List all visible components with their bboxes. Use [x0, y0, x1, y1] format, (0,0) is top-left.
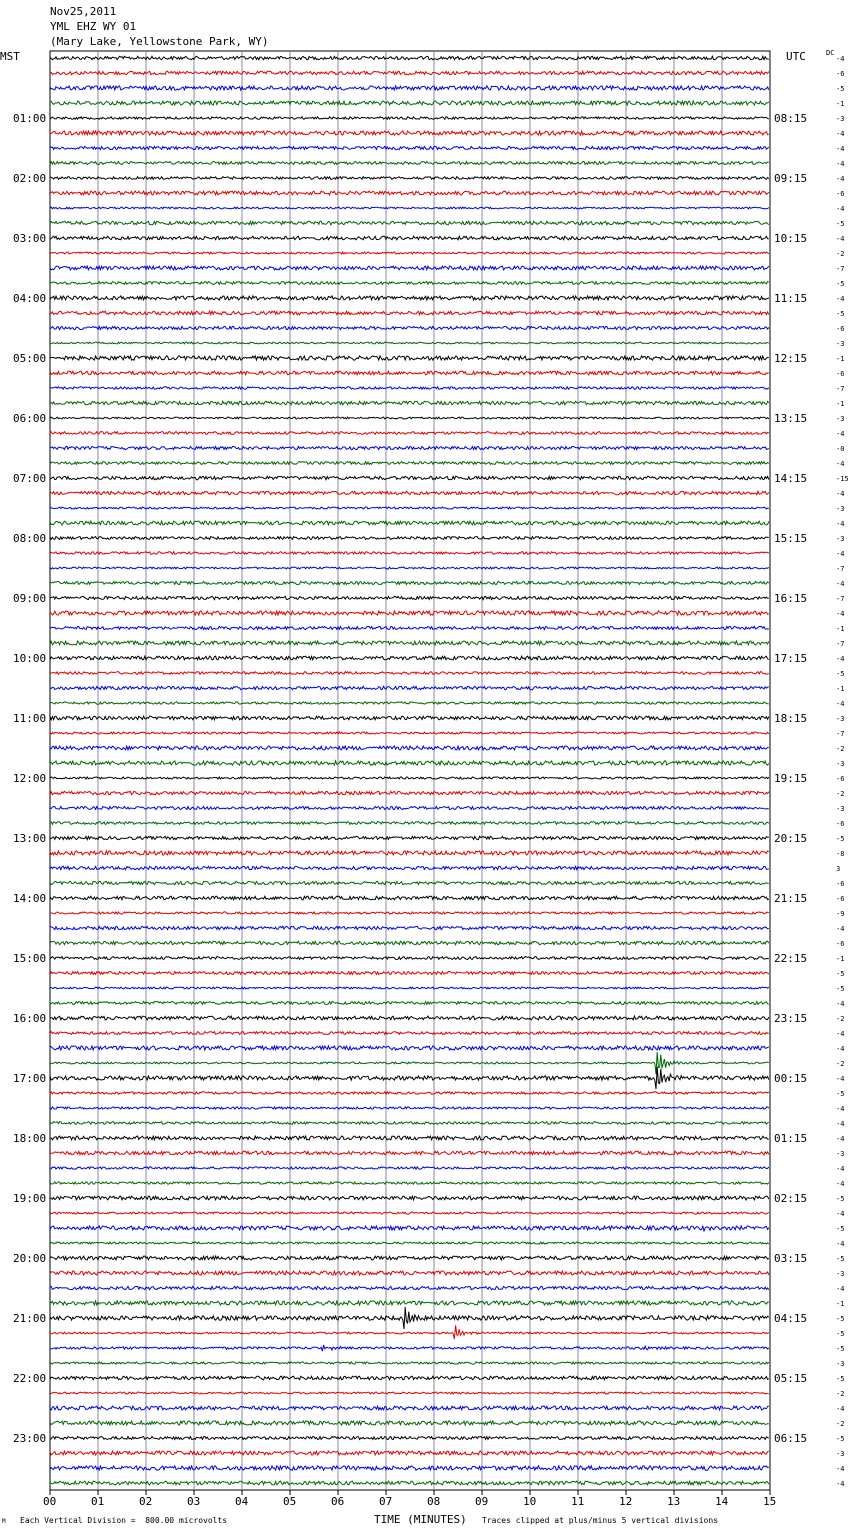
dc-offset-label: -3 [836, 535, 845, 543]
mst-hour-label: 21:00 [13, 1312, 47, 1325]
dc-offset-label: -4 [836, 1105, 845, 1113]
dc-offset-label: -8 [836, 850, 845, 858]
trace-row [50, 1256, 769, 1260]
trace-row [50, 521, 769, 525]
dc-offset-label: -6 [836, 70, 845, 78]
utc-hour-label: 08:15 [774, 112, 808, 125]
mst-hour-label: 03:00 [13, 232, 47, 245]
dc-offset-label: -1 [836, 100, 845, 108]
trace-row [50, 1212, 769, 1214]
dc-offset-label: -5 [836, 1435, 845, 1443]
trace-row [50, 1196, 769, 1200]
dc-offset-label: -3 [836, 115, 845, 123]
x-tick-label: 11 [571, 1495, 585, 1508]
x-tick-label: 09 [475, 1495, 489, 1508]
dc-offset-label: -4 [836, 610, 845, 618]
trace-row [50, 1016, 769, 1020]
dc-offset-label: -3 [836, 760, 845, 768]
utc-hour-label: 06:15 [774, 1432, 808, 1445]
trace-row [50, 1345, 769, 1351]
scale-note: Each Vertical Division = 800.00 microvolts [20, 1516, 228, 1525]
x-tick-label: 01 [91, 1495, 105, 1508]
utc-hour-label: 19:15 [774, 772, 808, 785]
chart-station: YML EHZ WY 01 [50, 20, 137, 33]
trace-row [50, 507, 769, 509]
mst-hour-label: 12:00 [13, 772, 47, 785]
dc-offset-label: -3 [836, 1360, 845, 1368]
dc-offset-label: -7 [836, 565, 845, 573]
trace-row [50, 791, 769, 794]
dc-offset-label: -5 [836, 1195, 845, 1203]
left-timezone-label: MST [0, 50, 20, 63]
trace-row [50, 881, 769, 884]
trace-row [50, 1242, 769, 1244]
dc-offset-label: -2 [836, 1420, 845, 1428]
dc-offset-label: -9 [836, 910, 845, 918]
trace-row [50, 252, 769, 254]
dc-offset-label: -3 [836, 1150, 845, 1158]
dc-offset-label: -5 [836, 1345, 845, 1353]
trace-row [50, 1392, 769, 1394]
trace-row [50, 537, 769, 540]
trace-row [50, 207, 769, 209]
dc-offset-label: -4 [836, 235, 845, 243]
dc-offset-label: -6 [836, 895, 845, 903]
dc-offset-label: -1 [836, 625, 845, 633]
dc-offset-label: -6 [836, 775, 845, 783]
dc-offset-label: -2 [836, 1390, 845, 1398]
mst-hour-label: 22:00 [13, 1372, 47, 1385]
dc-offset-label: -3 [836, 505, 845, 513]
dc-offset-label: -4 [836, 520, 845, 528]
dc-offset-label: -4 [836, 1030, 845, 1038]
mst-hour-label: 08:00 [13, 532, 47, 545]
dc-offset-label: -5 [836, 970, 845, 978]
x-tick-label: 14 [715, 1495, 729, 1508]
dc-offset-label: -4 [836, 700, 845, 708]
trace-row [50, 266, 769, 270]
trace-row [50, 491, 769, 494]
utc-hour-label: 05:15 [774, 1372, 808, 1385]
trace-row [50, 221, 769, 225]
dc-offset-label: -3 [836, 1270, 845, 1278]
trace-row [50, 1362, 769, 1364]
mst-hour-label: 19:00 [13, 1192, 47, 1205]
trace-row [50, 282, 769, 285]
utc-hour-label: 21:15 [774, 892, 808, 905]
dc-offset-label: -6 [836, 820, 845, 828]
utc-hour-label: 20:15 [774, 832, 808, 845]
trace-row [50, 851, 769, 855]
trace-row [50, 972, 769, 975]
trace-row [50, 417, 769, 419]
utc-hour-label: 13:15 [774, 412, 808, 425]
x-tick-label: 06 [331, 1495, 345, 1508]
x-tick-label: 04 [235, 1495, 249, 1508]
mst-hour-label: 10:00 [13, 652, 47, 665]
mst-hour-label: 16:00 [13, 1012, 47, 1025]
trace-row [50, 371, 769, 375]
trace-row [50, 672, 769, 675]
dc-offset-label: -4 [836, 580, 845, 588]
dc-offset-label: -3 [836, 805, 845, 813]
trace-row [50, 896, 769, 900]
trace-row [50, 1421, 769, 1425]
trace-row [50, 131, 769, 135]
dc-offset-label: -4 [836, 655, 845, 663]
trace-row [50, 912, 769, 914]
trace-row [50, 627, 769, 630]
trace-row [50, 1481, 769, 1485]
trace-row [50, 1376, 769, 1380]
mst-hour-label: 13:00 [13, 832, 47, 845]
trace-row [50, 1437, 769, 1440]
dc-offset-label: -5 [836, 1315, 845, 1323]
dc-offset-label: -4 [836, 130, 845, 138]
mst-hour-label: 11:00 [13, 712, 47, 725]
utc-hour-label: 23:15 [774, 1012, 808, 1025]
dc-offset-label: -3 [836, 1450, 845, 1458]
x-tick-label: 05 [283, 1495, 297, 1508]
trace-row [50, 1136, 769, 1140]
dc-offset-label: -5 [836, 835, 845, 843]
trace-row [50, 476, 769, 479]
dc-offset-label: -5 [836, 1255, 845, 1263]
utc-hour-label: 22:15 [774, 952, 808, 965]
x-axis-label: TIME (MINUTES) [374, 1513, 467, 1526]
trace-row [50, 1092, 769, 1094]
dc-offset-label: -2 [836, 250, 845, 258]
trace-row [50, 356, 769, 360]
mst-hour-label: 06:00 [13, 412, 47, 425]
right-timezone-label: UTC [786, 50, 806, 63]
dc-offset-label: -4 [836, 925, 845, 933]
trace-row [50, 462, 769, 465]
dc-offset-label: -5 [836, 985, 845, 993]
trace-row [50, 1122, 769, 1125]
trace-row [50, 1002, 769, 1005]
trace-row [50, 146, 769, 149]
dc-offset-label: -5 [836, 1330, 845, 1338]
trace-row [50, 1307, 769, 1329]
trace-row [50, 1067, 769, 1089]
dc-offset-label: -4 [836, 160, 845, 168]
trace-row [50, 746, 769, 750]
utc-hour-label: 02:15 [774, 1192, 808, 1205]
utc-hour-label: 18:15 [774, 712, 808, 725]
trace-row [50, 686, 769, 689]
dc-offset-label: -2 [836, 1060, 845, 1068]
trace-row [50, 1032, 769, 1035]
trace-row [50, 581, 769, 584]
x-tick-label: 13 [667, 1495, 681, 1508]
trace-row [50, 567, 769, 569]
utc-hour-label: 01:15 [774, 1132, 808, 1145]
dc-offset-label: -4 [836, 1120, 845, 1128]
x-tick-label: 15 [763, 1495, 777, 1508]
dc-offset-label: -4 [836, 1405, 845, 1413]
trace-row [50, 836, 769, 839]
mst-hour-label: 09:00 [13, 592, 47, 605]
dc-offset-label: -4 [836, 1165, 845, 1173]
trace-row [50, 1167, 769, 1169]
trace-row [50, 732, 769, 734]
mst-hour-label: 15:00 [13, 952, 47, 965]
x-tick-label: 07 [379, 1495, 393, 1508]
mst-hour-label: 17:00 [13, 1072, 47, 1085]
dc-offset-label: -5 [836, 220, 845, 228]
utc-hour-label: 03:15 [774, 1252, 808, 1265]
mst-hour-label: 14:00 [13, 892, 47, 905]
dc-offset-label: -0 [836, 445, 845, 453]
trace-row [50, 432, 769, 435]
trace-row [50, 117, 769, 119]
dc-offset-label: -6 [836, 370, 845, 378]
dc-offset-label: -4 [836, 1285, 845, 1293]
dc-offset-label: -3 [836, 415, 845, 423]
dc-offset-label: -1 [836, 355, 845, 363]
dc-offset-label: -4 [836, 145, 845, 153]
chart-location: (Mary Lake, Yellowstone Park, WY) [50, 35, 269, 48]
dc-offset-label: -4 [836, 1045, 845, 1053]
utc-hour-label: 04:15 [774, 1312, 808, 1325]
trace-row [50, 957, 769, 960]
trace-row [50, 86, 769, 90]
dc-offset-label: -2 [836, 745, 845, 753]
dc-offset-label: -5 [836, 670, 845, 678]
dc-offset-label: -5 [836, 85, 845, 93]
dc-offset-label: -4 [836, 1210, 845, 1218]
trace-row [50, 1151, 769, 1155]
trace-row [50, 1286, 769, 1289]
trace-row [50, 401, 769, 405]
trace-row [50, 926, 769, 929]
dc-offset-label: -7 [836, 640, 845, 648]
trace-row [50, 56, 769, 59]
dc-offset-label: -4 [836, 205, 845, 213]
trace-row [50, 387, 769, 389]
x-tick-label: 03 [187, 1495, 201, 1508]
utc-hour-label: 17:15 [774, 652, 808, 665]
dc-offset-label: -4 [836, 1480, 845, 1488]
mst-hour-label: 23:00 [13, 1432, 47, 1445]
trace-row [50, 1271, 769, 1275]
utc-hour-label: 09:15 [774, 172, 808, 185]
dc-offset-label: -4 [836, 1075, 845, 1083]
trace-row [50, 191, 769, 195]
dc-offset-label: -1 [836, 955, 845, 963]
dc-offset-label: -4 [836, 1000, 845, 1008]
dc-offset-label: -4 [836, 175, 845, 183]
dc-offset-label: -4 [836, 1465, 845, 1473]
trace-row [50, 1451, 769, 1455]
dc-offset-label: -4 [836, 550, 845, 558]
trace-row [50, 162, 769, 165]
dc-offset-label: -4 [836, 295, 845, 303]
mst-hour-label: 04:00 [13, 292, 47, 305]
dc-offset-label: -6 [836, 880, 845, 888]
dc-offset-label: -7 [836, 730, 845, 738]
trace-row [50, 296, 769, 300]
utc-hour-label: 14:15 [774, 472, 808, 485]
dc-offset-label: -7 [836, 385, 845, 393]
dc-offset-label: -2 [836, 790, 845, 798]
dc-offset-label: -4 [836, 490, 845, 498]
trace-row [50, 1301, 769, 1305]
trace-row [50, 1406, 769, 1410]
trace-row [50, 1325, 769, 1339]
mst-hour-label: 01:00 [13, 112, 47, 125]
trace-row [50, 987, 769, 989]
clip-note: Traces clipped at plus/minus 5 vertical divisions [482, 1516, 719, 1525]
trace-row [50, 1182, 769, 1184]
dc-offset-label: -3 [836, 715, 845, 723]
utc-hour-label: 12:15 [774, 352, 808, 365]
dc-offset-label: -5 [836, 310, 845, 318]
trace-row [50, 1046, 769, 1050]
mst-hour-label: 18:00 [13, 1132, 47, 1145]
trace-row [50, 311, 769, 315]
trace-row [50, 641, 769, 645]
trace-row [50, 761, 769, 765]
trace-row [50, 716, 769, 720]
trace-row [50, 71, 769, 74]
dc-offset-label: -1 [836, 400, 845, 408]
trace-row [50, 656, 769, 660]
utc-hour-label: 10:15 [774, 232, 808, 245]
dc-offset-label: -1 [836, 1300, 845, 1308]
mst-hour-label: 20:00 [13, 1252, 47, 1265]
trace-row [50, 596, 769, 599]
dc-offset-label: -4 [836, 1180, 845, 1188]
dc-offset-label: -5 [836, 1225, 845, 1233]
utc-hour-label: 15:15 [774, 532, 808, 545]
trace-row [50, 941, 769, 945]
mst-hour-label: 02:00 [13, 172, 47, 185]
trace-row [50, 611, 769, 615]
dc-offset-label: -4 [836, 430, 845, 438]
utc-hour-label: 00:15 [774, 1072, 808, 1085]
dc-offset-label: -2 [836, 1015, 845, 1023]
utc-hour-label: 11:15 [774, 292, 808, 305]
trace-row [50, 446, 769, 449]
dc-offset-label: -6 [836, 190, 845, 198]
trace-row [50, 777, 769, 779]
trace-row [50, 866, 769, 869]
x-tick-label: 02 [139, 1495, 153, 1508]
dc-offset-label: -7 [836, 595, 845, 603]
dc-offset-label: -5 [836, 1090, 845, 1098]
trace-row [50, 342, 769, 344]
dc-offset-label: -7 [836, 265, 845, 273]
dc-offset-label: -3 [836, 340, 845, 348]
footer-mark: M [2, 1518, 6, 1525]
dc-offset-label: -4 [836, 55, 845, 63]
dc-offset-label: -6 [836, 325, 845, 333]
x-tick-label: 08 [427, 1495, 441, 1508]
trace-row [50, 177, 769, 180]
trace-row [50, 236, 769, 240]
trace-row [50, 702, 769, 704]
x-tick-label: 10 [523, 1495, 537, 1508]
dc-offset-label: -15 [836, 475, 849, 483]
dc-offset-label: -1 [836, 685, 845, 693]
mst-hour-label: 05:00 [13, 352, 47, 365]
trace-row [50, 1466, 769, 1470]
trace-row [50, 1226, 769, 1231]
dc-offset-label: -4 [836, 460, 845, 468]
x-tick-label: 00 [43, 1495, 57, 1508]
trace-row [50, 822, 769, 825]
dc-offset-label: -6 [836, 940, 845, 948]
mst-hour-label: 07:00 [13, 472, 47, 485]
dc-offset-label: -5 [836, 1375, 845, 1383]
dc-offset-label: -5 [836, 280, 845, 288]
x-tick-label: 12 [619, 1495, 633, 1508]
dc-offset-label: 3 [836, 865, 841, 873]
trace-row [50, 101, 769, 105]
trace-row [50, 1107, 769, 1109]
trace-row [50, 326, 769, 329]
dc-offset-label: -4 [836, 1135, 845, 1143]
chart-date: Nov25,2011 [50, 5, 117, 18]
dc-label: DC [826, 49, 835, 57]
trace-row [50, 552, 769, 555]
dc-offset-label: -4 [836, 1240, 845, 1248]
trace-row [50, 807, 769, 810]
utc-hour-label: 16:15 [774, 592, 808, 605]
